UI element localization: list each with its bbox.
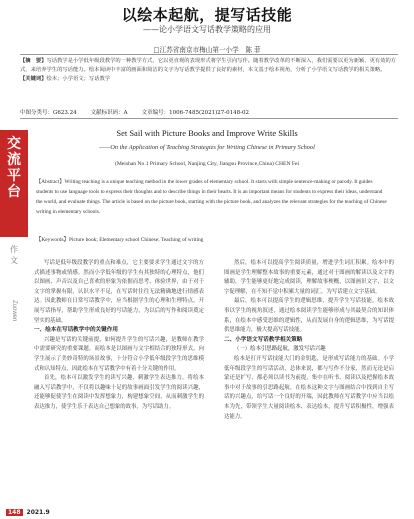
paragraph: 最后，绘本可以提高学生的逻辑思维，提升学生写话技能。绘本故事以学生的视角叙述，通过绘本阅读学生能够形成与其最契合的知识体系，在绘本中感受思维的逻辑性，从而发展自身的逻辑思维，为写话提供思维能力，极大提高写话技能。 (224, 298, 394, 334)
body-column-right (224, 259, 394, 422)
page-number: 148 (8, 509, 21, 516)
keywords-text: 绘本；小学语文；写话教学 (46, 76, 111, 82)
clc-number: 中图分类号：G623.24 (20, 110, 77, 116)
subsection-heading: （一）绘本引思路起航，激发写话兴趣 (234, 346, 326, 353)
article-subtitle: ——论小学语文写话教学策略的应用 (143, 25, 271, 34)
english-abstract (36, 177, 390, 217)
body-column-left (34, 259, 204, 413)
english-subtitle: ——On the Application of Teaching Strategies for Writing Chinese in Primary School (99, 144, 315, 151)
classification-row (20, 108, 398, 119)
document-code: 文献标识码：A (90, 110, 128, 116)
english-abstract-text: Writing teaching is a unique teaching method in the lower grades of elementary school. It starts with simple sentence-making or parody. It guides students to use language tools to express their thoughts and to describe things in their hearts. It is an important means for students to express their ideas, understand the world, and evaluate things. The article is based on the picture book, starting with the picture book, and analyzes the relevant strategies for the teaching of Chinese writing in elementary schools. (36, 179, 387, 215)
english-keywords (36, 235, 390, 243)
paragraph: 兴趣是写话的关键前提，如何提升学生的写话兴趣，是教师在教学中需要研究的重要课题。而绘本是以图画与文字相结合的独特形式，向学生展示了美妙奇特的场景故事，十分符合小学低年级段学生的思维模式和认知特点，因此绘本在写话教学中有着十分关键的作用。 (34, 336, 204, 372)
english-keywords-label: 【Keywords】 (36, 237, 69, 243)
english-abstract-label: 【Abstract】 (36, 179, 65, 185)
paragraph: 绘本是打开写话技能大门的金钥匙，是形成写话能力的基础。小学低年级段学生的写话活动，总体来说，都与写作不分家，然而无论是启蒙还是扩写，都必须以读书为前提，集中在听书、阅读以及把握绘本故事中对于故事的引思路起航。在绘本这种文字与图画结合中找到自主写话的兴趣点，给写话一个良好的开端，因此教师在写话教学中应当以绘本为先，带领学生大量阅读绘本、表达绘本，提升写话积极性，增强表达能力。 (224, 355, 394, 420)
page-footer (6, 509, 50, 516)
abstract-text: 写话教学是小学低年级段教学的一种教学方式，它以更直观的表现形式将学生引向写作。随着教学改革的不断深入，我们需要以更为新颖、更有效的方式，来培养学生的写话能力。绘本阅读中丰富的画面和简洁的文字为写话教学提供了良好的素材，本文基于绘本视角，分析了小学语文写话教学的相关策略。 (20, 58, 397, 73)
side-latin-label: Zuowen (11, 300, 17, 322)
section-heading: 二、小学语文写话教学相关策略 (224, 336, 303, 343)
issue-date: 2021.9 (26, 509, 50, 516)
side-divider (0, 235, 28, 237)
english-author: (Meishan No.1 Primary School, Nanjing City, Jiangsu Province,China) CHEN Fei (114, 161, 300, 167)
paragraph: 写话是低年级段教学的重点和难点，它主要要求学生通过文字的方式描述事物或情感。然而小学低年级的学生有其独特的心理特点，他们以图画、声音以及自己喜欢的形象为依据而思考、体验世界，由于对于文字的掌握有限，认识水平不足，在写话时往往无法精确地进行情感表达。因此教师在日常写话教学中，应当根据学生的心理和生理特点，开展写话指导，帮助学生形成良好的写话能力，为以后的写作和阅读奠定坚实的基础。 (34, 260, 204, 324)
article-number: 文章编号：1006-7485(2021)27-0148-02 (141, 110, 249, 116)
english-keywords-text: Picture book; Elementary school Chinese; Teaching of writing (68, 237, 204, 243)
side-section-label: 作文 (10, 245, 18, 265)
chinese-abstract (20, 54, 398, 84)
section-heading: 一、绘本在写话教学中的关键作用 (34, 327, 118, 334)
author-line: □江苏省南京市梅山第一小学 陈 菲 (153, 46, 261, 54)
english-title: Set Sail with Picture Books and Improve Write Skills (116, 128, 298, 138)
paragraph: 然后，绘本可以提高学生阅读质量，增进学生词汇积累。绘本中的图画是学生理解整本故事的重要元素，通过对于图画的解读以及文字的辅助，学生能够更好地完成阅读，理解故事梗概，以图画识文字，以文字促理解，在不知不觉中积累大量的词汇，为写话建立文字基础。 (224, 260, 394, 295)
keywords-label: 【关键词】 (20, 76, 47, 82)
article-title: 以绘本起航，提写话技能 (121, 6, 293, 24)
paragraph: 首先，绘本可以激发学生的读写兴趣，刺激学生表达推力。将绘本融入写话教学中，不仅将以趣味十足的故事画面引发学生的阅读兴趣，还能够促使学生在阅读中发挥想象力，构建想象空间，从而刺激学生的表达推力，使学生乐于表达自己想象的故事，为写话助力。 (34, 375, 204, 410)
side-brand-text: 交流平台 (7, 136, 21, 200)
abstract-label: 【摘 要】 (20, 58, 47, 64)
